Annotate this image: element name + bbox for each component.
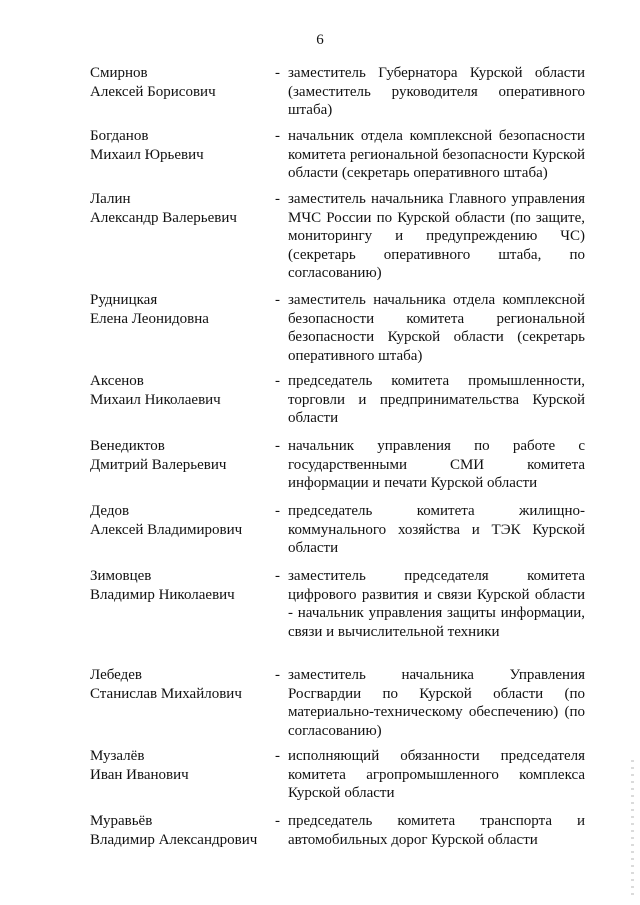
dash-separator: - xyxy=(275,373,280,389)
member-surname: Венедиктов xyxy=(90,438,165,454)
member-role: исполняющий обязанности председателя комитета агропромышленного комплекса Курской области xyxy=(288,748,585,801)
member-name xyxy=(90,437,280,474)
member-surname: Аксенов xyxy=(90,373,144,389)
member-given-names: Михаил Николаевич xyxy=(90,391,221,408)
dash-separator: - xyxy=(275,503,280,519)
dash-separator: - xyxy=(275,748,280,764)
member-surname: Дедов xyxy=(90,503,130,519)
member-name xyxy=(90,127,280,164)
member-given-names: Александр Валерьевич xyxy=(90,209,237,226)
member-surname: Музалёв xyxy=(90,748,145,764)
member-name xyxy=(90,567,280,604)
member-name xyxy=(90,666,280,703)
member-given-names: Станислав Михайлович xyxy=(90,685,242,702)
dash-separator: - xyxy=(275,438,280,454)
dash-separator: - xyxy=(275,128,280,144)
member-role: председатель комитета транспорта и автомобильных дорог Курской области xyxy=(288,813,585,848)
member-given-names: Михаил Юрьевич xyxy=(90,146,204,163)
dash-separator: - xyxy=(275,568,280,584)
member-given-names: Алексей Владимирович xyxy=(90,521,243,538)
member-role: заместитель начальника Управления Росгвардии по Курской области (по материально-техническому обеспечению) (по согласованию) xyxy=(288,667,585,739)
member-given-names: Алексей Борисович xyxy=(90,83,216,100)
member-name xyxy=(90,291,280,328)
member-surname: Зимовцев xyxy=(90,568,152,584)
member-surname: Лебедев xyxy=(90,667,142,683)
member-given-names: Дмитрий Валерьевич xyxy=(90,456,227,473)
member-name xyxy=(90,502,280,539)
member-name xyxy=(90,812,280,849)
member-given-names: Владимир Николаевич xyxy=(90,586,235,603)
member-role: заместитель Губернатора Курской области (заместитель руководителя оперативного штаба) xyxy=(288,65,585,118)
dash-separator: - xyxy=(275,813,280,829)
member-given-names: Владимир Александрович xyxy=(90,831,258,848)
dash-separator: - xyxy=(275,292,280,308)
member-name xyxy=(90,190,280,227)
member-role: председатель комитета жилищно-коммунального хозяйства и ТЭК Курской области xyxy=(288,503,585,556)
member-surname: Лалин xyxy=(90,191,131,207)
dash-separator: - xyxy=(275,191,280,207)
member-name xyxy=(90,747,280,784)
member-role: заместитель начальника Главного управления МЧС России по Курской области (по защите, мониторингу и предупреждению ЧС) (секретарь оперативного штаба, по согласованию) xyxy=(288,191,585,281)
dash-separator: - xyxy=(275,667,280,683)
dash-separator: - xyxy=(275,65,280,81)
member-surname: Муравьёв xyxy=(90,813,153,829)
member-role: начальник управления по работе с государственными СМИ комитета информации и печати Курской области xyxy=(288,438,585,491)
member-given-names: Иван Иванович xyxy=(90,766,189,783)
page-number: 6 xyxy=(316,32,324,48)
member-surname: Рудницкая xyxy=(90,292,158,308)
member-name xyxy=(90,372,280,409)
member-role: начальник отдела комплексной безопасности комитета региональной безопасности Курской области (секретарь оперативного штаба) xyxy=(288,128,585,181)
member-role: заместитель начальника отдела комплексной безопасности комитета региональной безопасности Курской области (секретарь оперативного штаба) xyxy=(288,292,585,364)
scan-edge-mark xyxy=(631,760,634,895)
member-surname: Смирнов xyxy=(90,65,148,81)
member-surname: Богданов xyxy=(90,128,149,144)
member-role: председатель комитета промышленности, торговли и предпринимательства Курской области xyxy=(288,373,585,426)
member-role: заместитель председателя комитета цифрового развития и связи Курской области - начальник управления защиты информации, связи и вычислительной техники xyxy=(288,568,585,640)
member-given-names: Елена Леонидовна xyxy=(90,310,209,327)
member-name xyxy=(90,64,280,101)
